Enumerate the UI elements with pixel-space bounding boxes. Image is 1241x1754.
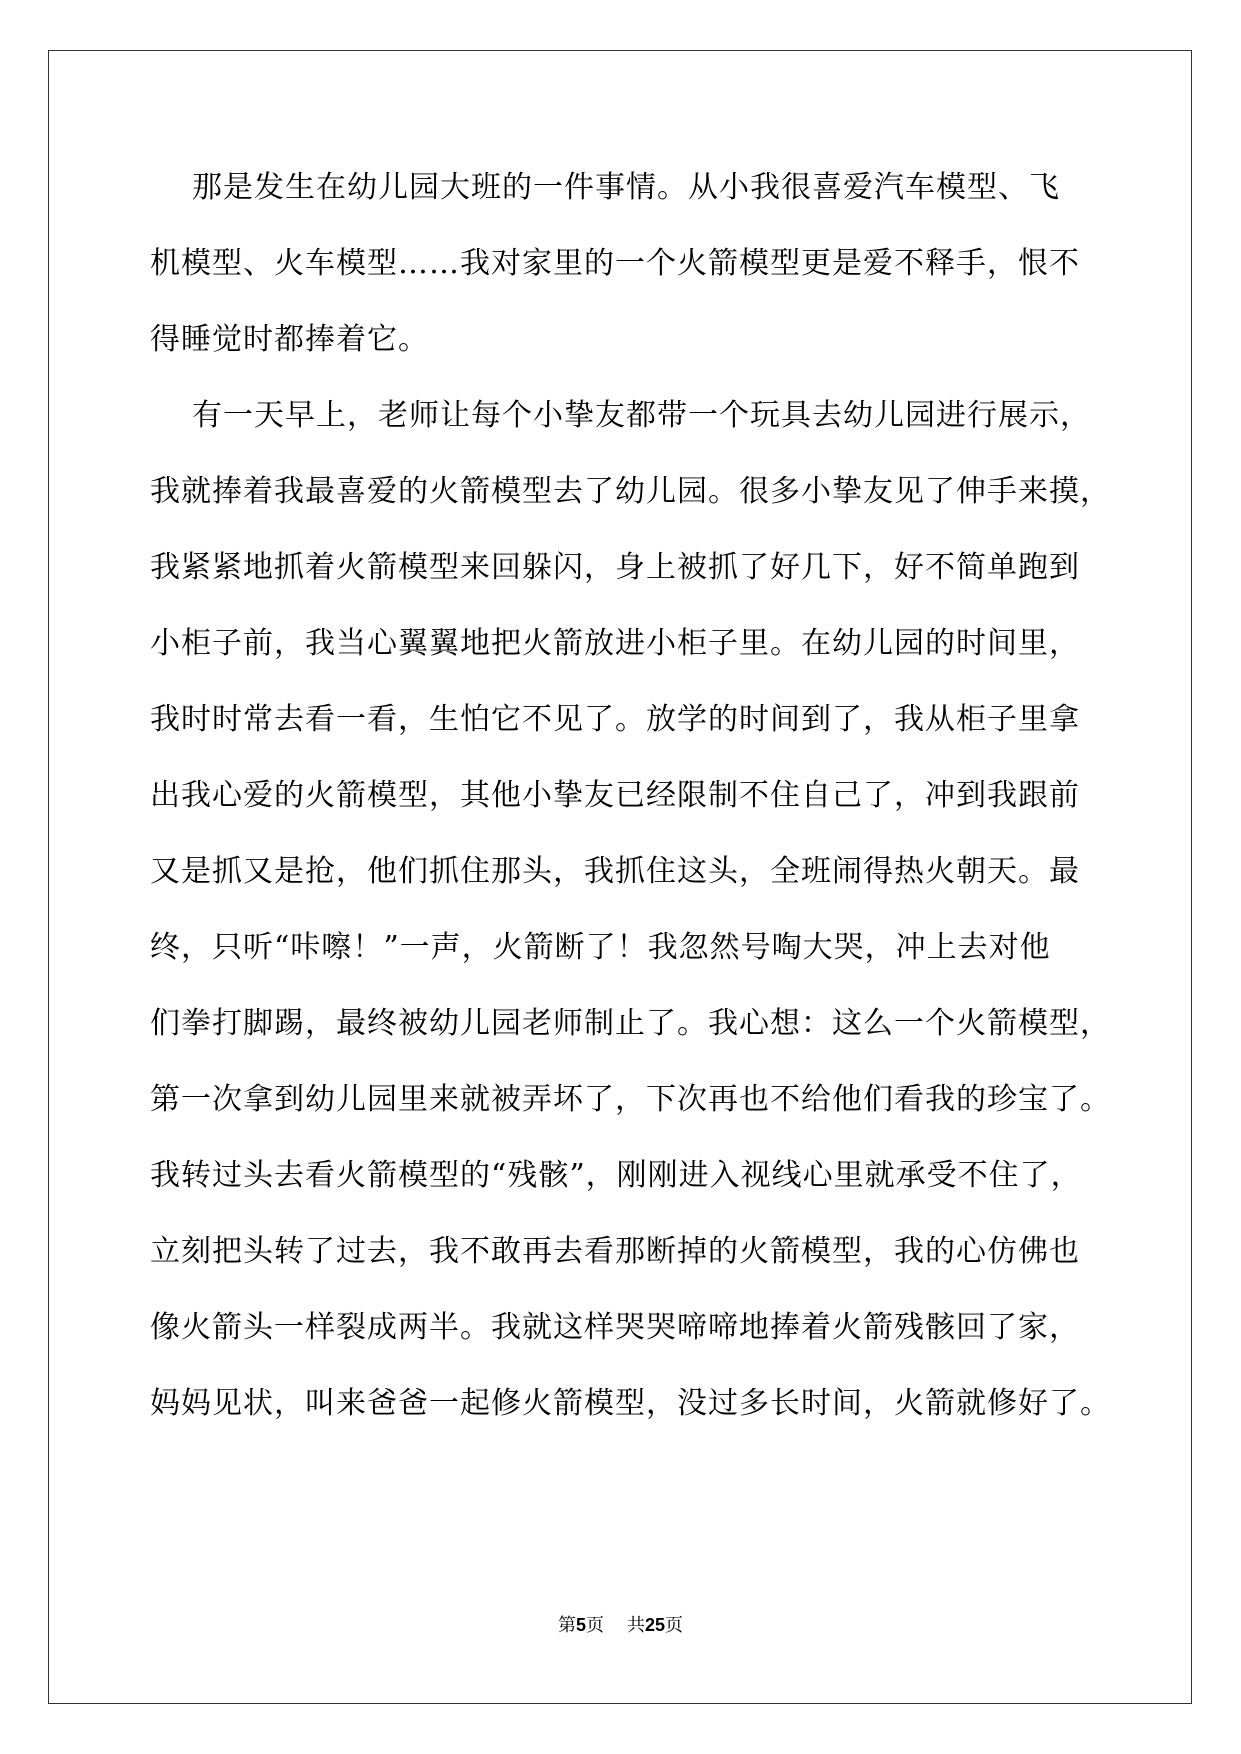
paragraph-2-line-5: 我时时常去看一看，生怕它不见了。放学的时间到了，我从柜子里拿 [150,702,1080,737]
total-prefix: 共 [626,1615,645,1636]
paragraph-2-line-1: 有一天早上，老师让每个小挚友都带一个玩具去幼儿园进行展示， [192,398,1091,433]
page-number: 5 [576,1615,587,1635]
paragraph-2-line-2: 我就捧着我最喜爱的火箭模型去了幼儿园。很多小挚友见了伸手来摸， [150,474,1111,509]
paragraph-1-line-3: 得睡觉时都捧着它。 [150,322,429,357]
paragraph-2-line-11: 我转过头去看火箭模型的“残骸”，刚刚进入视线心里就承受不住了， [150,1158,1082,1193]
paragraph-2-line-14: 妈妈见状，叫来爸爸一起修火箭模型，没过多长时间，火箭就修好了。 [150,1386,1111,1421]
paragraph-2-line-9: 们拳打脚踢，最终被幼儿园老师制止了。我心想：这么一个火箭模型， [150,1006,1111,1041]
paragraph-2-line-3: 我紧紧地抓着火箭模型来回躲闪，身上被抓了好几下，好不简单跑到 [150,550,1080,585]
paragraph-1-line-1: 那是发生在幼儿园大班的一件事情。从小我很喜爱汽车模型、飞 [192,170,1060,205]
total-suffix: 页 [664,1615,683,1636]
paragraph-2-line-4: 小柜子前，我当心翼翼地把火箭放进小柜子里。在幼儿园的时间里， [150,626,1080,661]
paragraph-2-line-7: 又是抓又是抢，他们抓住那头，我抓住这头，全班闹得热火朝天。最 [150,854,1080,889]
paragraph-2-line-12: 立刻把头转了过去，我不敢再去看那断掉的火箭模型，我的心仿佛也 [150,1234,1080,1269]
total-pages: 25 [644,1615,665,1635]
page-suffix: 页 [586,1615,605,1636]
page-footer [0,1613,1241,1638]
paragraph-1-line-2: 机模型、火车模型……我对家里的一个火箭模型更是爱不释手，恨不 [150,246,1080,281]
paragraph-2-line-10: 第一次拿到幼儿园里来就被弄坏了，下次再也不给他们看我的珍宝了。 [150,1082,1111,1117]
paragraph-2-line-8: 终，只听“咔嚓！”一声，火箭断了！我忽然号啕大哭，冲上去对他 [150,930,1051,965]
paragraph-2-line-13: 像火箭头一样裂成两半。我就这样哭哭啼啼地捧着火箭残骸回了家， [150,1310,1080,1345]
page-prefix: 第 [558,1615,577,1636]
paragraph-2-line-6: 出我心爱的火箭模型，其他小挚友已经限制不住自己了，冲到我跟前 [150,778,1080,813]
